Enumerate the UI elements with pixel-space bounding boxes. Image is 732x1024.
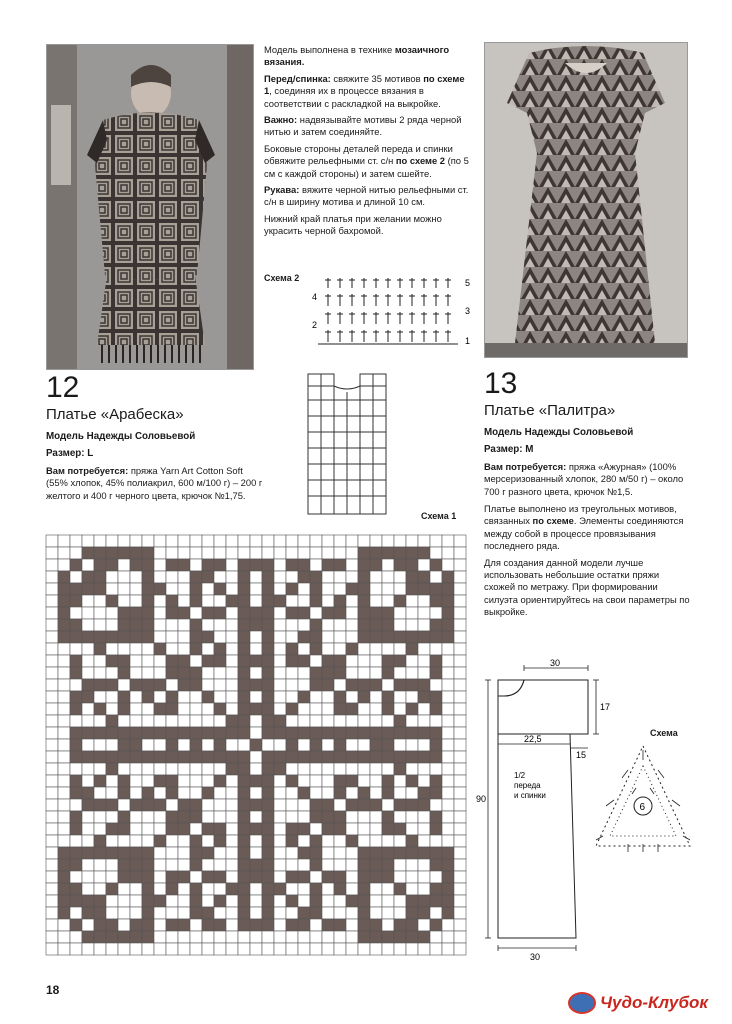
scheme2-row-5: 5	[465, 278, 471, 288]
desc-p2a: свяжите 35 мотивов	[330, 72, 424, 84]
scheme2-row-3: 3	[465, 306, 471, 316]
desc-p2c: , соединяя их в процессе вязания в соответствии с раскладкой на выкройке.	[264, 85, 441, 109]
scheme2-row-4: 4	[312, 292, 318, 302]
model13-p2: Для создания данной модели лучше использовать небольшие остатки пряжи схожей по метражу. При формировании силуэта ориентируйтесь на свои параметры по выкройке.	[484, 556, 690, 618]
scheme1-label: Схема 1	[421, 511, 457, 521]
triangle-motif-diagram	[588, 740, 698, 860]
scheme2-diagram	[308, 272, 478, 352]
model12-size: Размер: L	[46, 448, 94, 459]
scheme2-row-1: 1	[465, 336, 471, 346]
piece-label-back: и спинки	[514, 791, 546, 800]
model13-title: Платье «Палитра»	[484, 402, 616, 419]
triangle-scheme-label: Схема	[650, 728, 678, 738]
dress-palitra-image	[485, 43, 687, 357]
model12-needs-text: пряжа Yarn Art Cotton Soft (55% хлопок, 45% полиакрил, 600 м/100 г) – 200 г желтого и 400 г черного цвета, крючок №1,75.	[46, 465, 263, 501]
model12-title: Платье «Арабеска»	[46, 406, 184, 423]
model13-p1b: по схеме	[532, 515, 574, 527]
right-dress-photo	[484, 42, 688, 358]
model12-description	[264, 44, 474, 242]
model13-author: Модель Надежды Соловьевой	[484, 427, 634, 438]
model13-p1c: . Элементы соединяются между собой в процессе провязывания последнего ряда.	[484, 515, 684, 552]
desc-p1: Модель выполнена в технике	[264, 44, 395, 55]
model13-number: 13	[484, 367, 518, 400]
dim-top-30: 30	[550, 658, 561, 668]
model12-layout-diagram	[300, 372, 402, 516]
scheme1-mosaic-grid	[46, 535, 466, 955]
dim-bottom-30: 30	[530, 952, 541, 962]
dim-15: 15	[576, 750, 587, 760]
piece-label-front: переда	[514, 781, 541, 790]
model13-needs-label: Вам потребуется:	[484, 461, 567, 472]
desc-p2b: по схеме 1	[264, 72, 465, 97]
triangle-center-number: 6	[639, 802, 646, 813]
piece-label-half: 1/2	[514, 771, 526, 780]
model12-number: 12	[46, 371, 80, 404]
desc-p5: вяжите черной нитью рельефными ст. с/н в ширину мотива и длиной 10 см.	[264, 184, 469, 208]
model13-needs-text: пряжа «Ажурная» (100% мерсеризованный хлопок, 280 м/50 г) – около 700 г разного цвета, крючок №1,5.	[484, 461, 684, 497]
dim-17: 17	[600, 702, 611, 712]
scheme2-row-2: 2	[312, 320, 318, 330]
page-number: 18	[46, 983, 60, 997]
yarn-ball-icon	[568, 992, 596, 1014]
dim-90: 90	[476, 794, 487, 804]
dress-arabeska-image	[47, 45, 253, 369]
scheme2-label: Схема 2	[264, 273, 300, 283]
model13-p1a: Платье выполнено из треугольных мотивов, связанных	[484, 503, 677, 527]
site-logo-text: Чудо-Клубок	[600, 993, 709, 1012]
model13-materials	[484, 461, 690, 498]
desc-p3: надвязывайте мотивы 2 ряда черной нитью и затем соединяйте.	[264, 114, 462, 138]
model13-size: Размер: М	[484, 444, 534, 455]
site-logo	[568, 992, 708, 1014]
model13-pattern-draft	[476, 656, 611, 968]
desc-p1-bold: мозаичного вязания.	[264, 44, 450, 68]
desc-p6: Нижний край платья при желании можно украсить черной бахромой.	[264, 212, 442, 237]
model12-needs-label: Вам потребуется:	[46, 465, 129, 476]
desc-sleeves-label: Рукава:	[264, 184, 300, 196]
model13-description	[484, 503, 690, 619]
desc-p4a: Боковые стороны деталей переда и спинки обвяжите рельефными ст. с/н	[264, 142, 453, 167]
dim-22-5: 22,5	[524, 734, 542, 744]
desc-p4b: по схеме 2	[395, 155, 445, 167]
desc-p4c: (по 5 см с каждой стороны) и затем сшейте.	[264, 155, 469, 179]
left-dress-photo	[46, 44, 254, 370]
model12-materials	[46, 465, 264, 502]
desc-front-back-label: Перед/спинка:	[264, 72, 331, 84]
model12-author: Модель Надежды Соловьевой	[46, 431, 196, 442]
desc-important-label: Важно:	[264, 114, 298, 126]
